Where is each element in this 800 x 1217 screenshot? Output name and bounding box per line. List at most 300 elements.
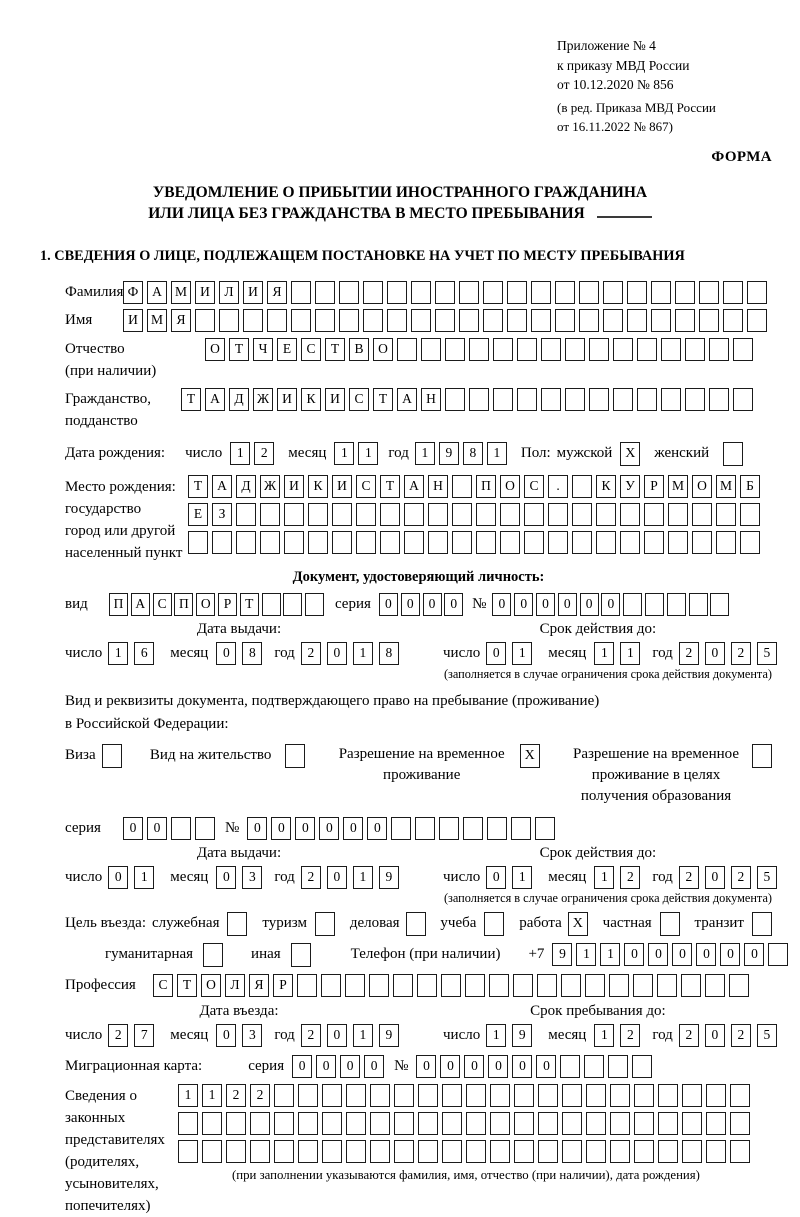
char-cell[interactable]: [627, 281, 647, 304]
char-cell[interactable]: 2: [731, 866, 751, 889]
char-cell[interactable]: [555, 309, 575, 332]
char-cell[interactable]: [490, 1084, 510, 1107]
char-cell[interactable]: [332, 531, 352, 554]
char-cell[interactable]: А: [147, 281, 167, 304]
char-cell[interactable]: 0: [367, 817, 387, 840]
surname-input[interactable]: [123, 281, 771, 304]
char-cell[interactable]: [483, 309, 503, 332]
char-cell[interactable]: [346, 1112, 366, 1135]
char-cell[interactable]: [178, 1112, 198, 1135]
char-cell[interactable]: 1: [486, 1024, 506, 1047]
char-cell[interactable]: [315, 309, 335, 332]
char-cell[interactable]: [322, 1140, 342, 1163]
char-cell[interactable]: [705, 974, 725, 997]
char-cell[interactable]: [418, 1140, 438, 1163]
char-cell[interactable]: 0: [216, 642, 236, 665]
char-cell[interactable]: И: [277, 388, 297, 411]
char-cell[interactable]: [308, 503, 328, 526]
char-cell[interactable]: Е: [188, 503, 208, 526]
char-cell[interactable]: 0: [705, 1024, 725, 1047]
char-cell[interactable]: П: [109, 593, 128, 616]
char-cell[interactable]: [538, 1112, 558, 1135]
char-cell[interactable]: [562, 1112, 582, 1135]
char-cell[interactable]: [394, 1140, 414, 1163]
char-cell[interactable]: [747, 281, 767, 304]
char-cell[interactable]: [489, 974, 509, 997]
char-cell[interactable]: 1: [334, 442, 354, 465]
char-cell[interactable]: [730, 1084, 750, 1107]
char-cell[interactable]: М: [716, 475, 736, 498]
char-cell[interactable]: 0: [558, 593, 577, 616]
char-cell[interactable]: [202, 1140, 222, 1163]
char-cell[interactable]: 2: [108, 1024, 128, 1047]
char-cell[interactable]: [609, 974, 629, 997]
char-cell[interactable]: [452, 503, 472, 526]
char-cell[interactable]: [260, 531, 280, 554]
purpose-work-checkbox[interactable]: X: [568, 912, 588, 936]
char-cell[interactable]: 0: [327, 866, 347, 889]
char-cell[interactable]: [586, 1084, 606, 1107]
char-cell[interactable]: [274, 1140, 294, 1163]
char-cell[interactable]: [370, 1140, 390, 1163]
char-cell[interactable]: П: [476, 475, 496, 498]
char-cell[interactable]: [535, 817, 555, 840]
issue-day-input[interactable]: [108, 642, 160, 665]
char-cell[interactable]: 0: [492, 593, 511, 616]
char-cell[interactable]: [236, 531, 256, 554]
char-cell[interactable]: [356, 503, 376, 526]
char-cell[interactable]: [548, 503, 568, 526]
char-cell[interactable]: А: [131, 593, 150, 616]
rd-valid-day-input[interactable]: [486, 866, 538, 889]
char-cell[interactable]: [699, 281, 719, 304]
temp-permit-checkbox[interactable]: X: [520, 744, 540, 768]
patronymic-input[interactable]: [205, 338, 757, 361]
entry-month-input[interactable]: [216, 1024, 268, 1047]
char-cell[interactable]: [585, 974, 605, 997]
char-cell[interactable]: 2: [250, 1084, 270, 1107]
char-cell[interactable]: 0: [147, 817, 167, 840]
char-cell[interactable]: [283, 593, 302, 616]
char-cell[interactable]: [706, 1084, 726, 1107]
char-cell[interactable]: [562, 1084, 582, 1107]
char-cell[interactable]: [709, 388, 729, 411]
char-cell[interactable]: [562, 1140, 582, 1163]
char-cell[interactable]: 1: [620, 642, 640, 665]
char-cell[interactable]: А: [205, 388, 225, 411]
char-cell[interactable]: [202, 1112, 222, 1135]
char-cell[interactable]: 0: [536, 593, 555, 616]
legal-reps-line1[interactable]: [178, 1084, 754, 1107]
char-cell[interactable]: 5: [757, 866, 777, 889]
char-cell[interactable]: [740, 503, 760, 526]
char-cell[interactable]: [370, 1084, 390, 1107]
char-cell[interactable]: [493, 388, 513, 411]
char-cell[interactable]: 0: [216, 1024, 236, 1047]
char-cell[interactable]: Д: [229, 388, 249, 411]
char-cell[interactable]: В: [349, 338, 369, 361]
birth-month-input[interactable]: [334, 442, 382, 465]
char-cell[interactable]: [369, 974, 389, 997]
char-cell[interactable]: [435, 281, 455, 304]
char-cell[interactable]: [589, 388, 609, 411]
char-cell[interactable]: 0: [514, 593, 533, 616]
char-cell[interactable]: [397, 338, 417, 361]
char-cell[interactable]: [613, 338, 633, 361]
char-cell[interactable]: [483, 281, 503, 304]
char-cell[interactable]: [284, 503, 304, 526]
char-cell[interactable]: [459, 281, 479, 304]
char-cell[interactable]: 1: [594, 1024, 614, 1047]
valid-day-input[interactable]: [486, 642, 538, 665]
char-cell[interactable]: [178, 1140, 198, 1163]
char-cell[interactable]: [538, 1084, 558, 1107]
char-cell[interactable]: [260, 503, 280, 526]
char-cell[interactable]: [699, 309, 719, 332]
char-cell[interactable]: С: [301, 338, 321, 361]
sex-female-checkbox[interactable]: [723, 442, 743, 466]
char-cell[interactable]: [610, 1084, 630, 1107]
purpose-tourism-checkbox[interactable]: [315, 912, 335, 936]
char-cell[interactable]: [469, 388, 489, 411]
char-cell[interactable]: [411, 281, 431, 304]
char-cell[interactable]: [339, 281, 359, 304]
birth-place-line1[interactable]: [188, 475, 764, 498]
char-cell[interactable]: [195, 309, 215, 332]
char-cell[interactable]: [613, 388, 633, 411]
residence-permit-checkbox[interactable]: [285, 744, 305, 768]
char-cell[interactable]: 0: [488, 1055, 508, 1078]
char-cell[interactable]: 9: [439, 442, 459, 465]
char-cell[interactable]: 0: [401, 593, 420, 616]
char-cell[interactable]: [514, 1140, 534, 1163]
char-cell[interactable]: 1: [576, 943, 596, 966]
char-cell[interactable]: 0: [580, 593, 599, 616]
char-cell[interactable]: [493, 338, 513, 361]
char-cell[interactable]: Т: [229, 338, 249, 361]
entry-year-input[interactable]: [301, 1024, 405, 1047]
char-cell[interactable]: [706, 1112, 726, 1135]
char-cell[interactable]: [297, 974, 317, 997]
char-cell[interactable]: [452, 475, 472, 498]
char-cell[interactable]: Т: [177, 974, 197, 997]
char-cell[interactable]: 1: [353, 866, 373, 889]
char-cell[interactable]: Я: [171, 309, 191, 332]
char-cell[interactable]: Т: [181, 388, 201, 411]
char-cell[interactable]: [538, 1140, 558, 1163]
char-cell[interactable]: 0: [696, 943, 716, 966]
char-cell[interactable]: И: [123, 309, 143, 332]
rd-issue-year-input[interactable]: [301, 866, 405, 889]
char-cell[interactable]: [651, 309, 671, 332]
char-cell[interactable]: Д: [236, 475, 256, 498]
char-cell[interactable]: 0: [423, 593, 442, 616]
char-cell[interactable]: 2: [301, 866, 321, 889]
char-cell[interactable]: [572, 503, 592, 526]
char-cell[interactable]: 0: [327, 642, 347, 665]
char-cell[interactable]: [531, 281, 551, 304]
char-cell[interactable]: [404, 503, 424, 526]
char-cell[interactable]: [517, 388, 537, 411]
char-cell[interactable]: [692, 531, 712, 554]
char-cell[interactable]: М: [147, 309, 167, 332]
char-cell[interactable]: О: [373, 338, 393, 361]
char-cell[interactable]: [572, 475, 592, 498]
char-cell[interactable]: [274, 1084, 294, 1107]
char-cell[interactable]: [682, 1140, 702, 1163]
char-cell[interactable]: [541, 338, 561, 361]
char-cell[interactable]: [356, 531, 376, 554]
char-cell[interactable]: О: [205, 338, 225, 361]
char-cell[interactable]: [620, 531, 640, 554]
char-cell[interactable]: [452, 531, 472, 554]
rd-issue-month-input[interactable]: [216, 866, 268, 889]
char-cell[interactable]: [645, 593, 664, 616]
char-cell[interactable]: [634, 1140, 654, 1163]
char-cell[interactable]: [644, 503, 664, 526]
char-cell[interactable]: [387, 309, 407, 332]
char-cell[interactable]: [634, 1084, 654, 1107]
char-cell[interactable]: Т: [325, 338, 345, 361]
char-cell[interactable]: 0: [705, 866, 725, 889]
char-cell[interactable]: [404, 531, 424, 554]
char-cell[interactable]: 9: [379, 1024, 399, 1047]
char-cell[interactable]: Р: [273, 974, 293, 997]
char-cell[interactable]: [579, 281, 599, 304]
char-cell[interactable]: [421, 338, 441, 361]
char-cell[interactable]: 0: [624, 943, 644, 966]
char-cell[interactable]: Т: [188, 475, 208, 498]
char-cell[interactable]: [560, 1055, 580, 1078]
char-cell[interactable]: 7: [134, 1024, 154, 1047]
mc-series-input[interactable]: [292, 1055, 388, 1078]
char-cell[interactable]: [439, 817, 459, 840]
char-cell[interactable]: А: [212, 475, 232, 498]
char-cell[interactable]: [250, 1112, 270, 1135]
char-cell[interactable]: [363, 281, 383, 304]
char-cell[interactable]: [658, 1112, 678, 1135]
char-cell[interactable]: [442, 1084, 462, 1107]
char-cell[interactable]: [524, 531, 544, 554]
char-cell[interactable]: Ж: [260, 475, 280, 498]
char-cell[interactable]: [380, 503, 400, 526]
char-cell[interactable]: 9: [512, 1024, 532, 1047]
char-cell[interactable]: [442, 1140, 462, 1163]
char-cell[interactable]: [706, 1140, 726, 1163]
char-cell[interactable]: И: [243, 281, 263, 304]
char-cell[interactable]: 1: [230, 442, 250, 465]
char-cell[interactable]: Т: [373, 388, 393, 411]
char-cell[interactable]: [682, 1084, 702, 1107]
char-cell[interactable]: [393, 974, 413, 997]
char-cell[interactable]: [339, 309, 359, 332]
char-cell[interactable]: 2: [731, 1024, 751, 1047]
char-cell[interactable]: [188, 531, 208, 554]
char-cell[interactable]: 0: [601, 593, 620, 616]
char-cell[interactable]: [730, 1140, 750, 1163]
char-cell[interactable]: [442, 1112, 462, 1135]
char-cell[interactable]: 0: [319, 817, 339, 840]
char-cell[interactable]: 1: [178, 1084, 198, 1107]
char-cell[interactable]: [380, 531, 400, 554]
char-cell[interactable]: [418, 1084, 438, 1107]
char-cell[interactable]: [195, 817, 215, 840]
issue-year-input[interactable]: [301, 642, 405, 665]
char-cell[interactable]: У: [620, 475, 640, 498]
char-cell[interactable]: 1: [512, 642, 532, 665]
char-cell[interactable]: К: [301, 388, 321, 411]
edu-permit-checkbox[interactable]: [752, 744, 772, 768]
profession-input[interactable]: [153, 974, 753, 997]
char-cell[interactable]: 9: [552, 943, 572, 966]
char-cell[interactable]: 0: [744, 943, 764, 966]
char-cell[interactable]: [531, 309, 551, 332]
char-cell[interactable]: [586, 1112, 606, 1135]
char-cell[interactable]: 2: [301, 1024, 321, 1047]
char-cell[interactable]: [466, 1084, 486, 1107]
sex-male-checkbox[interactable]: X: [620, 442, 640, 466]
char-cell[interactable]: С: [153, 974, 173, 997]
purpose-business-checkbox[interactable]: [406, 912, 426, 936]
char-cell[interactable]: [274, 1112, 294, 1135]
char-cell[interactable]: [596, 531, 616, 554]
char-cell[interactable]: [555, 281, 575, 304]
char-cell[interactable]: О: [196, 593, 215, 616]
char-cell[interactable]: [415, 817, 435, 840]
char-cell[interactable]: А: [404, 475, 424, 498]
char-cell[interactable]: 2: [731, 642, 751, 665]
char-cell[interactable]: М: [668, 475, 688, 498]
char-cell[interactable]: [219, 309, 239, 332]
char-cell[interactable]: Н: [421, 388, 441, 411]
char-cell[interactable]: [445, 388, 465, 411]
char-cell[interactable]: [332, 503, 352, 526]
char-cell[interactable]: [768, 943, 788, 966]
stay-day-input[interactable]: [486, 1024, 538, 1047]
char-cell[interactable]: [627, 309, 647, 332]
char-cell[interactable]: [511, 817, 531, 840]
char-cell[interactable]: [411, 309, 431, 332]
char-cell[interactable]: [346, 1084, 366, 1107]
char-cell[interactable]: Ж: [253, 388, 273, 411]
char-cell[interactable]: О: [692, 475, 712, 498]
issue-month-input[interactable]: [216, 642, 268, 665]
char-cell[interactable]: 2: [226, 1084, 246, 1107]
char-cell[interactable]: 0: [512, 1055, 532, 1078]
char-cell[interactable]: 0: [720, 943, 740, 966]
char-cell[interactable]: [291, 281, 311, 304]
char-cell[interactable]: [466, 1112, 486, 1135]
char-cell[interactable]: [541, 388, 561, 411]
char-cell[interactable]: 2: [620, 1024, 640, 1047]
char-cell[interactable]: [685, 388, 705, 411]
char-cell[interactable]: 0: [343, 817, 363, 840]
char-cell[interactable]: [250, 1140, 270, 1163]
char-cell[interactable]: [637, 388, 657, 411]
doc-number-input[interactable]: [492, 593, 732, 616]
char-cell[interactable]: [747, 309, 767, 332]
char-cell[interactable]: [346, 1140, 366, 1163]
char-cell[interactable]: [322, 1112, 342, 1135]
rd-valid-year-input[interactable]: [679, 866, 783, 889]
char-cell[interactable]: [716, 531, 736, 554]
char-cell[interactable]: 3: [242, 1024, 262, 1047]
char-cell[interactable]: [226, 1112, 246, 1135]
char-cell[interactable]: [262, 593, 281, 616]
char-cell[interactable]: [675, 309, 695, 332]
legal-reps-line3[interactable]: [178, 1140, 754, 1163]
char-cell[interactable]: [490, 1140, 510, 1163]
char-cell[interactable]: [685, 338, 705, 361]
char-cell[interactable]: [561, 974, 581, 997]
char-cell[interactable]: 0: [123, 817, 143, 840]
char-cell[interactable]: [658, 1084, 678, 1107]
char-cell[interactable]: М: [171, 281, 191, 304]
char-cell[interactable]: [459, 309, 479, 332]
char-cell[interactable]: Ф: [123, 281, 143, 304]
purpose-private-checkbox[interactable]: [660, 912, 680, 936]
purpose-other-checkbox[interactable]: [291, 943, 311, 967]
char-cell[interactable]: 0: [416, 1055, 436, 1078]
char-cell[interactable]: [668, 531, 688, 554]
form-number-blank[interactable]: [597, 203, 652, 218]
rd-series-input[interactable]: [123, 817, 219, 840]
char-cell[interactable]: [723, 281, 743, 304]
char-cell[interactable]: [632, 1055, 652, 1078]
purpose-humanitarian-checkbox[interactable]: [203, 943, 223, 967]
char-cell[interactable]: [363, 309, 383, 332]
char-cell[interactable]: 0: [464, 1055, 484, 1078]
char-cell[interactable]: 0: [648, 943, 668, 966]
purpose-transit-checkbox[interactable]: [752, 912, 772, 936]
birth-day-input[interactable]: [230, 442, 278, 465]
char-cell[interactable]: С: [356, 475, 376, 498]
char-cell[interactable]: [572, 531, 592, 554]
char-cell[interactable]: 1: [594, 642, 614, 665]
char-cell[interactable]: [463, 817, 483, 840]
char-cell[interactable]: [623, 593, 642, 616]
citizenship-input[interactable]: [181, 388, 757, 411]
char-cell[interactable]: [476, 503, 496, 526]
valid-month-input[interactable]: [594, 642, 646, 665]
char-cell[interactable]: [603, 281, 623, 304]
char-cell[interactable]: [586, 1140, 606, 1163]
char-cell[interactable]: [524, 503, 544, 526]
char-cell[interactable]: Л: [225, 974, 245, 997]
char-cell[interactable]: [537, 974, 557, 997]
char-cell[interactable]: .: [548, 475, 568, 498]
char-cell[interactable]: [689, 593, 708, 616]
char-cell[interactable]: [500, 503, 520, 526]
char-cell[interactable]: 0: [705, 642, 725, 665]
char-cell[interactable]: 5: [757, 1024, 777, 1047]
char-cell[interactable]: 0: [486, 642, 506, 665]
phone-input[interactable]: [552, 943, 792, 966]
char-cell[interactable]: О: [500, 475, 520, 498]
char-cell[interactable]: [517, 338, 537, 361]
char-cell[interactable]: [710, 593, 729, 616]
char-cell[interactable]: [637, 338, 657, 361]
char-cell[interactable]: 2: [301, 642, 321, 665]
char-cell[interactable]: [476, 531, 496, 554]
char-cell[interactable]: [730, 1112, 750, 1135]
char-cell[interactable]: 1: [353, 642, 373, 665]
birth-place-line3[interactable]: [188, 531, 764, 554]
char-cell[interactable]: [608, 1055, 628, 1078]
char-cell[interactable]: [236, 503, 256, 526]
char-cell[interactable]: [733, 388, 753, 411]
rd-issue-day-input[interactable]: [108, 866, 160, 889]
